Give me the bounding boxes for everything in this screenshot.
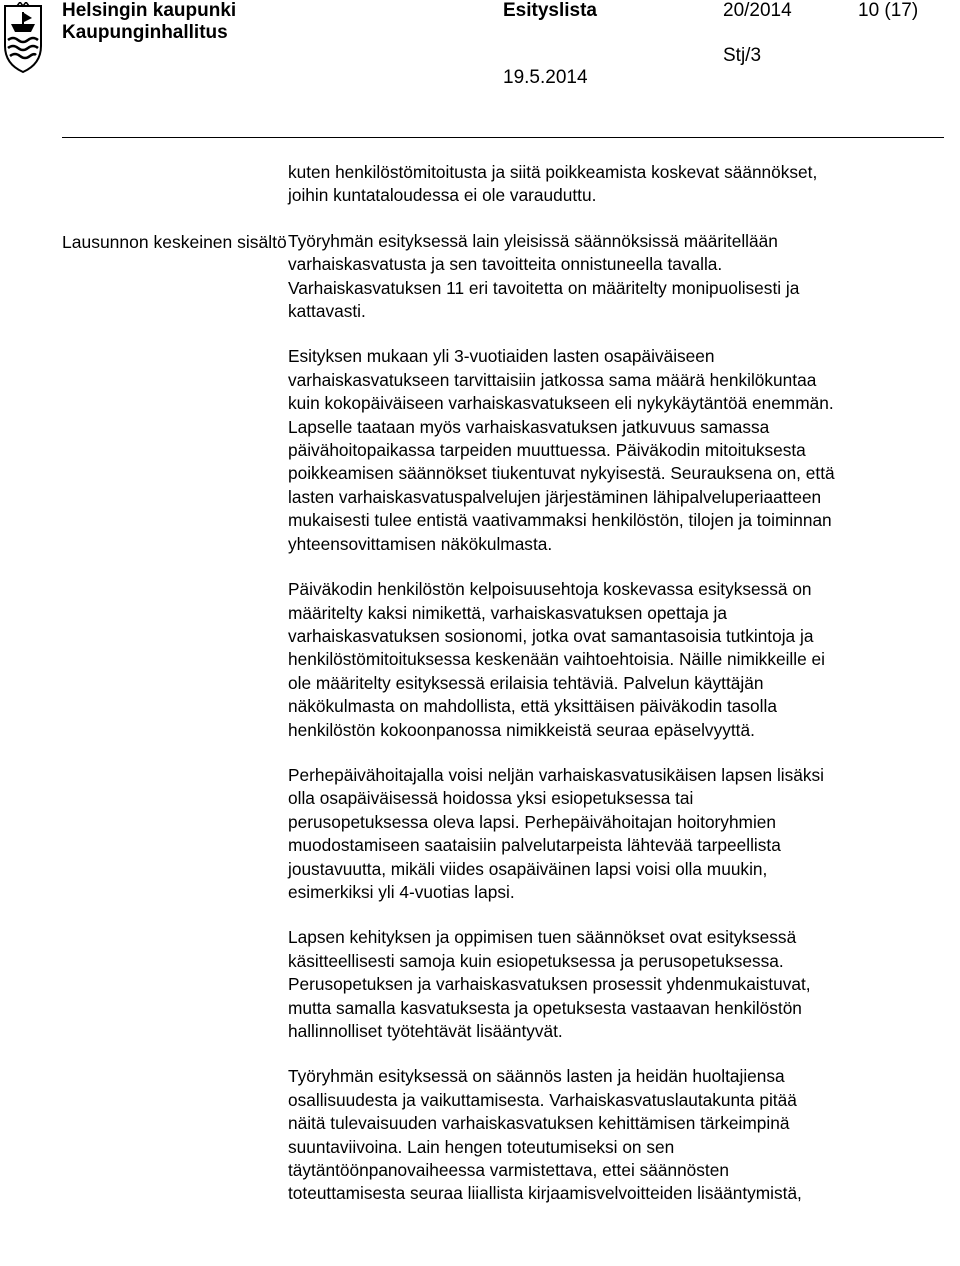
paragraph-line: lasten varhaiskasvatuspalvelujen järjestäminen lähipalveluperiaatteen [288, 486, 822, 507]
paragraph-line: joihin kuntataloudessa ei ole varauduttu. [288, 185, 597, 206]
body-paragraph [288, 764, 948, 904]
paragraph-line: suuntaviivoina. Lain hengen toteutumiseksi on sen [288, 1136, 675, 1157]
paragraph-line: toteuttamisesta seuraa liiallista kirjaamisvelvoitteiden lisääntymistä, [288, 1183, 802, 1204]
paragraph-line: mutta samalla kasvatuksesta ja opetuksesta vastaavan henkilöstön [288, 997, 802, 1018]
paragraph-line: muodostamiseen saataisiin palvelutarpeista lähtevää tarpeellista [288, 835, 781, 856]
paragraph-line: Esityksen mukaan yli 3-vuotiaiden lasten osapäiväiseen [288, 346, 715, 367]
section-code: Stj/3 [723, 45, 762, 66]
body-paragraph [288, 926, 948, 1043]
paragraph-line: kuin kokopäiväiseen varhaiskasvatukseen eli nykykäytäntöä enemmän. [288, 393, 834, 414]
body-paragraph [288, 230, 948, 324]
meeting-date: 19.5.2014 [503, 67, 588, 88]
paragraph-line: poikkeamisen säännökset tiukentuvat nykyisestä. Seurauksena on, että [288, 463, 835, 484]
paragraph-line: täytäntöönpanovaiheessa varmistettava, ettei säännösten [288, 1160, 729, 1181]
paragraph-line: päivähoitopaikassa tarpeiden muuttuessa. Päiväkodin mitoituksesta [288, 440, 806, 461]
paragraph-line: perusopetuksessa oleva lapsi. Perhepäivähoitajan hoitoryhmien [288, 811, 777, 832]
committee-name: Kaupunginhallitus [62, 22, 228, 43]
agenda-title: Esityslista [503, 0, 597, 21]
paragraph-line: Työryhmän esityksessä on säännös lasten ja heidän huoltajiensa [288, 1066, 785, 1087]
paragraph-line: henkilöstön kokoonpanossa nimikkeistä seuraa epäselvyyttä. [288, 719, 755, 740]
paragraph-line: Päiväkodin henkilöstön kelpoisuusehtoja koskevassa esityksessä on [288, 579, 812, 600]
paragraph-line: näkökulmasta on mahdollista, että yksittäisen päiväkodin tasolla [288, 696, 777, 717]
paragraph-line: varhaiskasvatukseen tarvittaisiin jatkossa sama määrä henkilökuntaa [288, 369, 817, 390]
paragraph-line: Varhaiskasvatuksen 11 eri tavoitetta on määritelty monipuolisesti ja [288, 277, 800, 298]
paragraph-line: Perhepäivähoitajalla voisi neljän varhaiskasvatusikäisen lapsen lisäksi [288, 764, 825, 785]
body-paragraph [288, 345, 948, 556]
statement-body [288, 161, 948, 1228]
paragraph-line: näitä tulevaisuuden varhaiskasvatuksen kehittämisen tärkeimpinä [288, 1113, 790, 1134]
paragraph-line: henkilöstömitoituksessa keskenään vaihtoehtoisia. Näille nimikkeille ei [288, 649, 825, 670]
paragraph-line: mukaisesti tulee entistä vaativammaksi henkilöstön, tilojen ja toiminnan [288, 510, 832, 531]
paragraph-line: varhaiskasvatuksen sosionomi, jotka ovat samantasoisia tutkintoja ja [288, 625, 814, 646]
paragraph-line: määritelty kaksi nimikettä, varhaiskasvatuksen opettaja ja [288, 602, 727, 623]
paragraph-line: varhaiskasvatusta ja sen tavoitteita onnistuneella tavalla. [288, 254, 723, 275]
paragraph-line: osallisuudesta ja vaikuttamisesta. Varhaiskasvatuslautakunta pitää [288, 1089, 797, 1110]
header-divider [62, 137, 944, 138]
body-paragraph [288, 1065, 948, 1205]
paragraph-line: yhteensovittamisen näkökulmasta. [288, 533, 553, 554]
organization-name: Helsingin kaupunki [62, 0, 237, 21]
agenda-number: 20/2014 [723, 0, 792, 21]
paragraph-line: Lapselle taataan myös varhaiskasvatuksen jatkuvuus samassa [288, 416, 770, 437]
body-paragraph [288, 161, 948, 208]
paragraph-line: käsitteellisesti samoja kuin esiopetuksessa ja perusopetuksessa. [288, 950, 784, 971]
paragraph-line: olla osapäiväisessä hoidossa yksi esiopetuksessa tai [288, 788, 694, 809]
paragraph-line: Lapsen kehityksen ja oppimisen tuen säännökset ovat esityksessä [288, 927, 797, 948]
paragraph-line: joustavuutta, mikäli viides osapäiväinen lapsi voisi olla muukin, [288, 858, 768, 879]
page-number: 10 (17) [858, 0, 919, 21]
paragraph-line: esimerkiksi yli 4-vuotias lapsi. [288, 881, 515, 902]
body-paragraph [288, 578, 948, 742]
paragraph-line: kuten henkilöstömitoitusta ja siitä poikkeamista koskevat säännökset, [288, 162, 818, 182]
paragraph-line: ole määritelty esityksessä erilaisia tehtäviä. Palvelun käyttäjän [288, 672, 764, 693]
paragraph-line: kattavasti. [288, 301, 366, 322]
paragraph-line: Perusopetuksen ja varhaiskasvatuksen prosessit yhdenmukaistuvat, [288, 974, 811, 995]
paragraph-line: Työryhmän esityksessä lain yleisissä säännöksissä määritellään [288, 230, 778, 251]
helsinki-crest-logo [2, 2, 44, 74]
paragraph-line: hallinnolliset työtehtävät lisääntyvät. [288, 1021, 563, 1041]
section-side-label: Lausunnon keskeinen sisältö [62, 232, 287, 252]
